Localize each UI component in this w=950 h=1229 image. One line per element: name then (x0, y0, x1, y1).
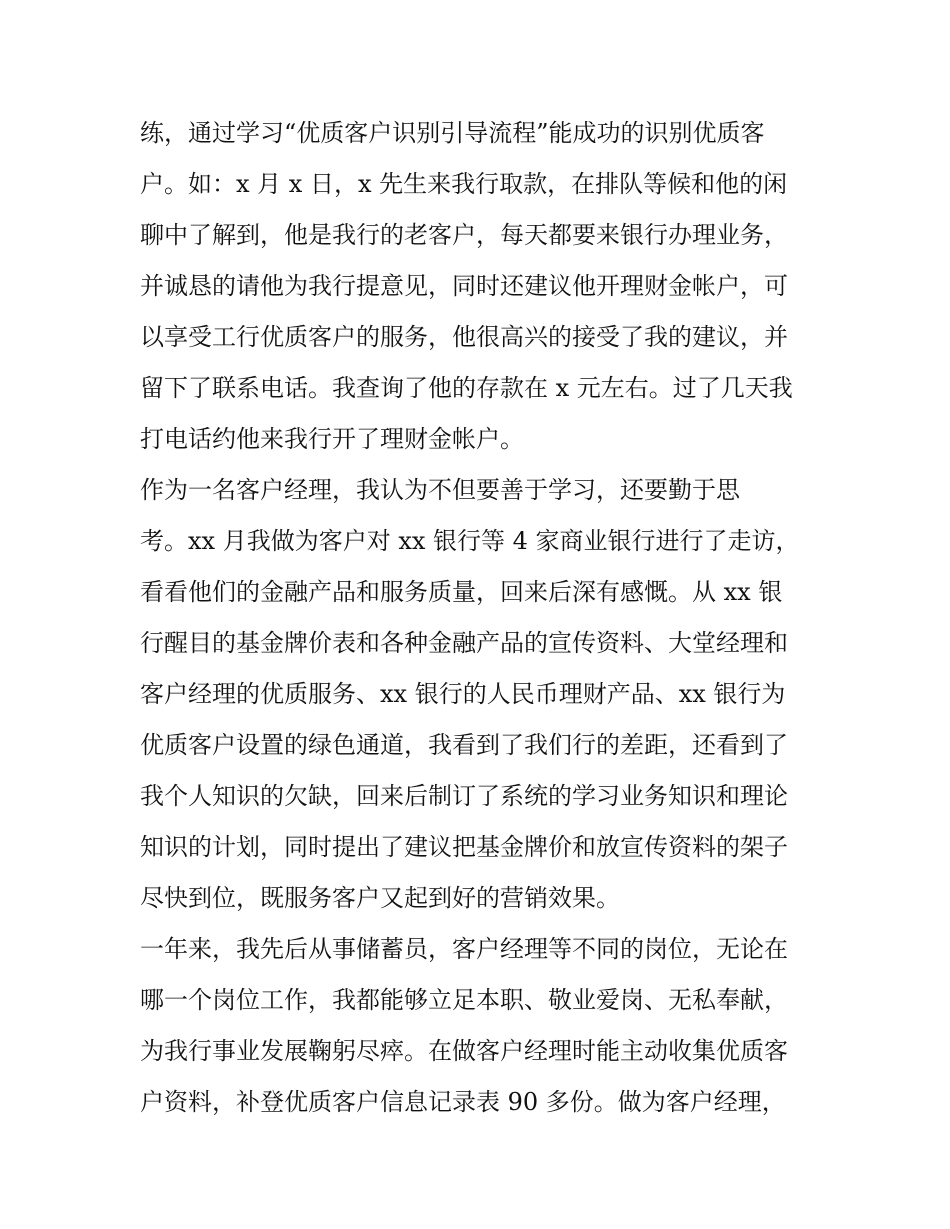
text-line: 一年来，我先后从事储蓄员，客户经理等不同的岗位，无论在 (140, 935, 788, 963)
text-line: 知识的计划，同时提出了建议把基金牌价和放宣传资料的架子 (140, 833, 788, 861)
text-line: 户。如：x 月 x 日，x 先生来我行取款，在排队等候和他的闲 (140, 170, 788, 198)
text-line: 为我行事业发展鞠躬尽瘁。在做客户经理时能主动收集优质客 (140, 1037, 788, 1065)
text-line: 户资料，补登优质客户信息记录表 90 多份。做为客户经理， (140, 1088, 786, 1116)
text-line: 并诚恳的请他为我行提意见，同时还建议他开理财金帐户，可 (140, 272, 788, 300)
text-line: 打电话约他来我行开了理财金帐户。 (140, 425, 524, 453)
text-line: 客户经理的优质服务、xx 银行的人民币理财产品、xx 银行为 (140, 680, 786, 708)
text-line: 行醒目的基金牌价表和各种金融产品的宣传资料、大堂经理和 (140, 629, 788, 657)
text-line: 优质客户设置的绿色通道，我看到了我们行的差距，还看到了 (140, 731, 788, 759)
text-line: 练，通过学习“优质客户识别引导流程”能成功的识别优质客 (140, 119, 765, 147)
text-line: 尽快到位，既服务客户又起到好的营销效果。 (140, 884, 620, 912)
text-line: 考。xx 月我做为客户对 xx 银行等 4 家商业银行进行了走访， (140, 527, 800, 555)
text-line: 看看他们的金融产品和服务质量，回来后深有感慨。从 xx 银 (140, 578, 783, 606)
text-line: 留下了联系电话。我查询了他的存款在 x 元左右。过了几天我 (140, 374, 793, 402)
body-text (140, 108, 820, 1128)
text-line: 以享受工行优质客户的服务，他很高兴的接受了我的建议，并 (140, 323, 788, 351)
text-line: 聊中了解到，他是我行的老客户，每天都要来银行办理业务， (140, 221, 788, 249)
text-line: 作为一名客户经理，我认为不但要善于学习，还要勤于思 (140, 476, 740, 504)
text-line: 我个人知识的欠缺，回来后制订了系统的学习业务知识和理论 (140, 782, 788, 810)
text-line: 哪一个岗位工作，我都能够立足本职、敬业爱岗、无私奉献， (140, 986, 788, 1014)
